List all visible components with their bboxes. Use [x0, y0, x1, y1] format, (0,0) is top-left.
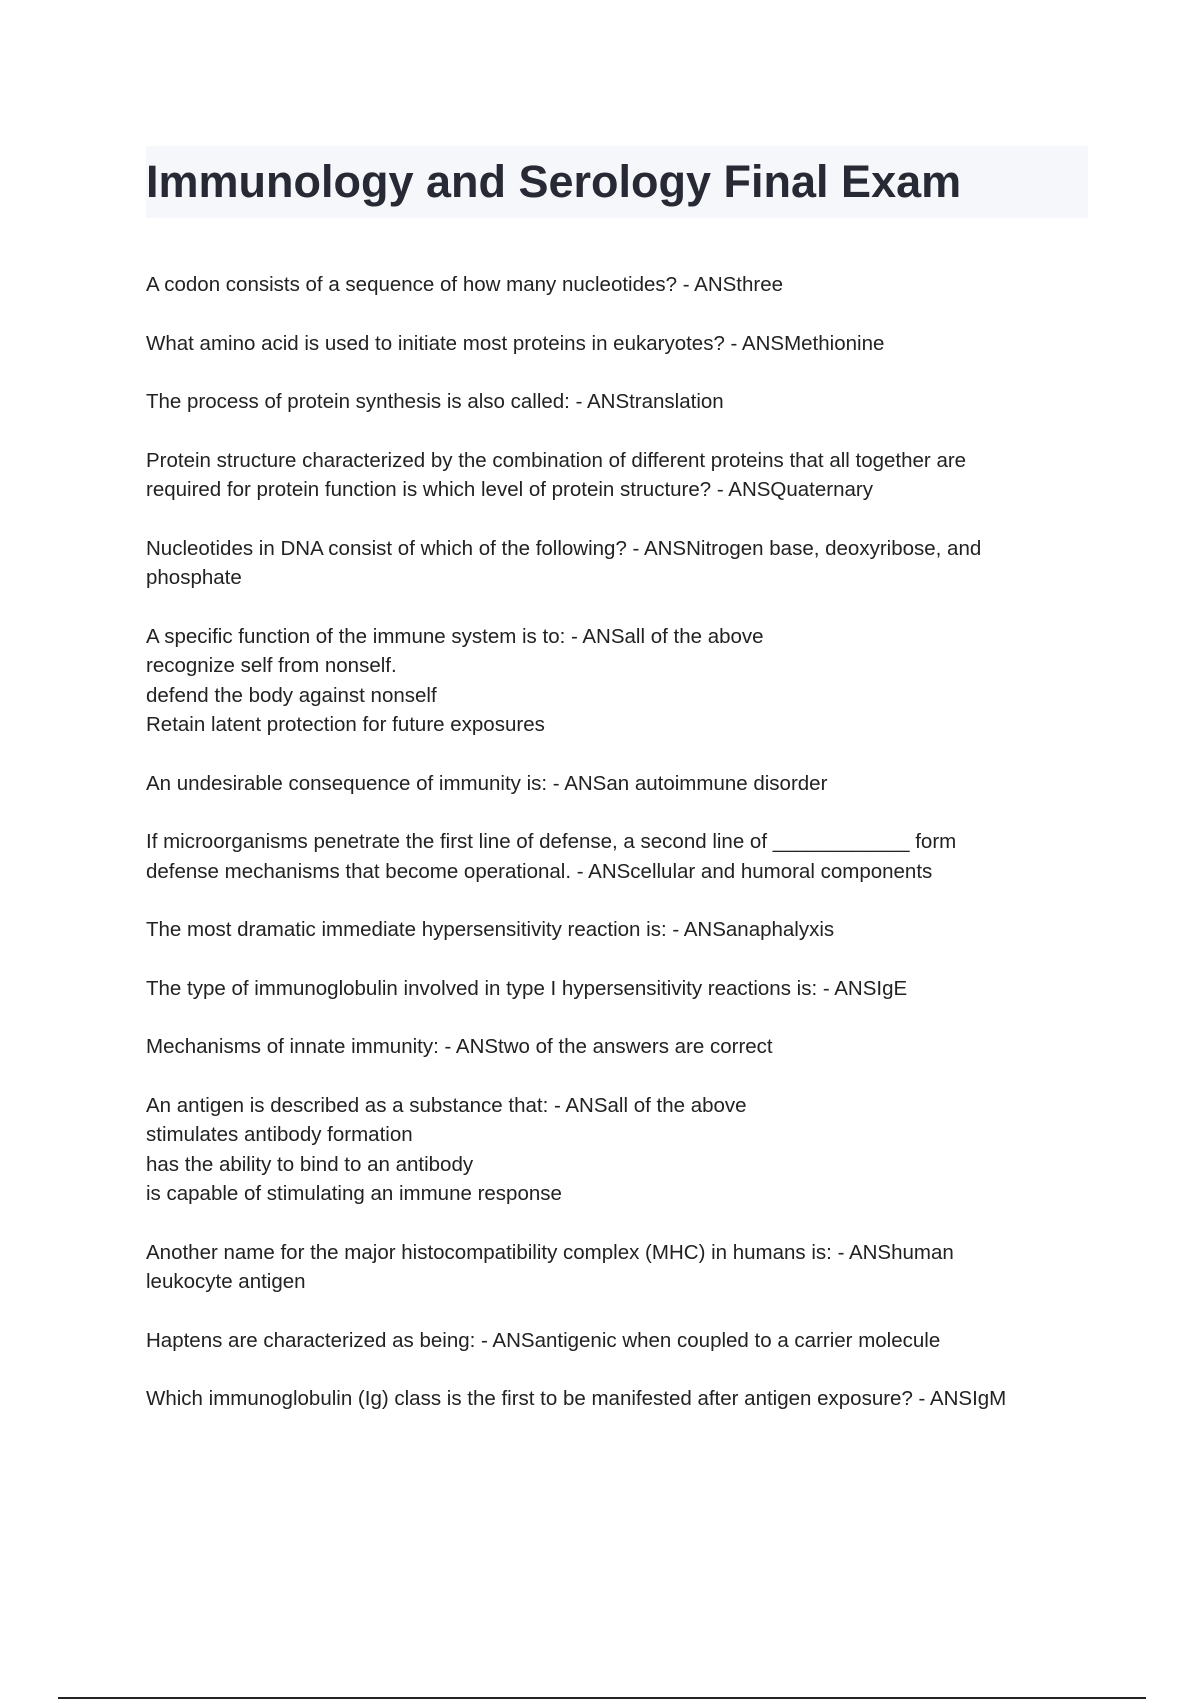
question-answer-item [146, 827, 1076, 886]
question-answer-item [146, 446, 1076, 505]
question-answer-line: phosphate [146, 566, 242, 589]
question-answer-line: required for protein function is which level of protein structure? - ANSQuaternary [146, 478, 873, 501]
question-answer-line: Haptens are characterized as being: - ANSantigenic when coupled to a carrier molecule [146, 1328, 941, 1352]
question-answer-line: recognize self from nonself. [146, 654, 397, 677]
question-answer-item [146, 1238, 1076, 1297]
question-answer-line: defend the body against nonself [146, 683, 437, 707]
question-answer-line: Another name for the major histocompatibility complex (MHC) in humans is: - ANShuman [146, 1240, 954, 1264]
question-answer-item [146, 329, 1076, 359]
question-answer-line: The process of protein synthesis is also called: - ANStranslation [146, 390, 724, 413]
question-answer-line: defense mechanisms that become operational. - ANScellular and humoral components [146, 859, 933, 883]
question-answer-line: Nucleotides in DNA consist of which of the following? - ANSNitrogen base, deoxyribose, and [146, 536, 982, 560]
document-title: Immunology and Serology Final Exam [146, 156, 962, 207]
question-answer-list [146, 270, 1076, 1443]
question-answer-line: If microorganisms penetrate the first line of defense, a second line of ____________ form [146, 830, 957, 853]
question-answer-item [146, 534, 1076, 593]
question-answer-line: A codon consists of a sequence of how many nucleotides? - ANSthree [146, 273, 784, 296]
question-answer-item [146, 974, 1076, 1004]
question-answer-item [146, 270, 1076, 300]
question-answer-item [146, 1384, 1076, 1414]
footer-rule [58, 1697, 1146, 1699]
question-answer-line: Retain latent protection for future exposures [146, 713, 545, 736]
question-answer-line: The most dramatic immediate hypersensitivity reaction is: - ANSanaphalyxis [146, 918, 835, 941]
question-answer-item [146, 915, 1076, 945]
question-answer-line: An undesirable consequence of immunity is: - ANSan autoimmune disorder [146, 771, 828, 795]
question-answer-item [146, 1032, 1076, 1062]
question-answer-item [146, 622, 1076, 740]
question-answer-line: leukocyte antigen [146, 1270, 306, 1293]
question-answer-line: The type of immunoglobulin involved in type I hypersensitivity reactions is: - ANSIgE [146, 976, 908, 1000]
question-answer-line: stimulates antibody formation [146, 1123, 413, 1146]
question-answer-line: What amino acid is used to initiate most proteins in eukaryotes? - ANSMethionine [146, 331, 885, 355]
question-answer-item [146, 387, 1076, 417]
question-answer-line: Mechanisms of innate immunity: - ANStwo of the answers are correct [146, 1035, 773, 1058]
question-answer-item [146, 769, 1076, 799]
question-answer-line: is capable of stimulating an immune response [146, 1182, 562, 1205]
question-answer-line: An antigen is described as a substance that: - ANSall of the above [146, 1093, 747, 1117]
question-answer-line: A specific function of the immune system is to: - ANSall of the above [146, 624, 764, 648]
question-answer-item [146, 1091, 1076, 1209]
question-answer-line: Protein structure characterized by the combination of different proteins that all together are [146, 448, 967, 472]
question-answer-line: Which immunoglobulin (Ig) class is the first to be manifested after antigen exposure? - ANSIgM [146, 1387, 1007, 1410]
question-answer-line: has the ability to bind to an antibody [146, 1152, 474, 1176]
question-answer-item [146, 1326, 1076, 1356]
